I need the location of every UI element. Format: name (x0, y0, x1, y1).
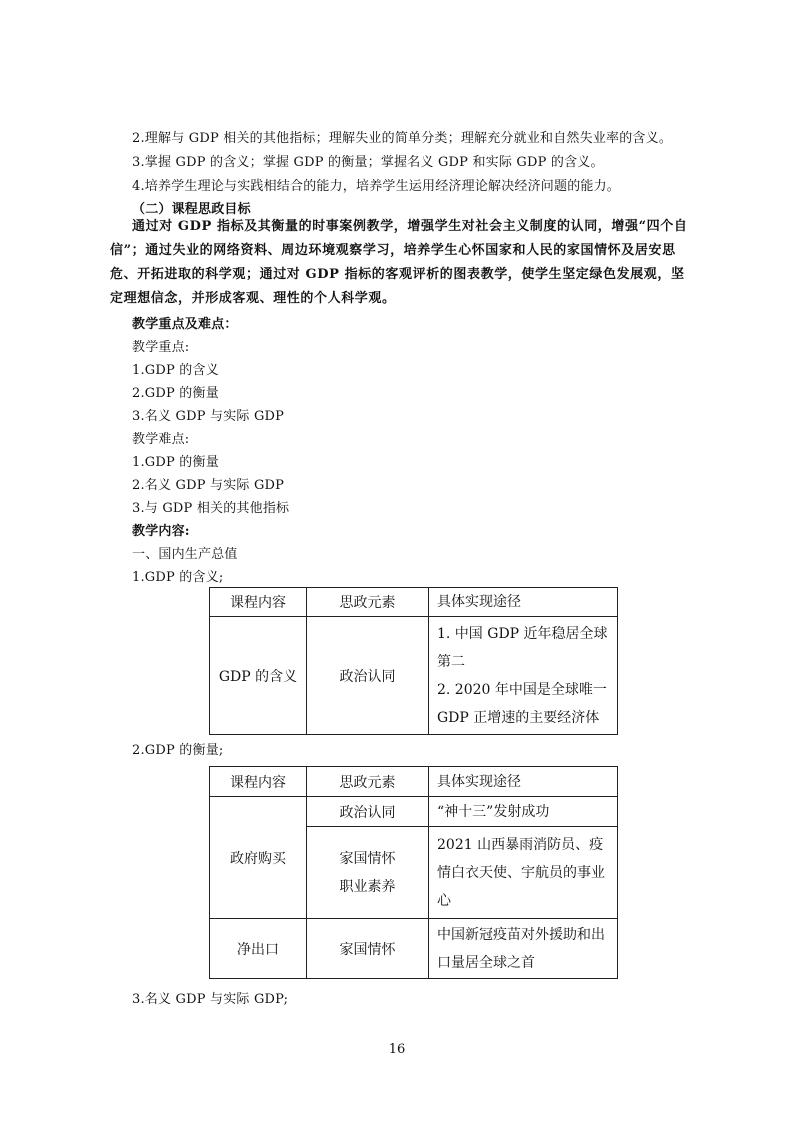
difficulty-item-1: 1.GDP 的衡量 (132, 455, 219, 470)
table-cell: 政治认同 (307, 617, 429, 735)
table-cell: 2021 山西暴雨消防员、疫情白衣天使、宇航员的事业心 (429, 827, 618, 919)
content-heading: 教学内容: (132, 524, 190, 539)
table-cell: 家国情怀 (307, 919, 429, 979)
gdp-meaning-table (209, 587, 618, 735)
table-header-cell: 具体实现途径 (429, 767, 618, 797)
focus-item-1: 1.GDP 的含义 (132, 363, 219, 378)
element-line: 职业素养 (339, 878, 396, 895)
page-number: 16 (388, 1042, 406, 1057)
table-header-cell: 课程内容 (210, 767, 307, 797)
table-cell: 中国新冠疫苗对外援助和出口量居全球之首 (429, 919, 618, 979)
table-cell: “神十三”发射成功 (429, 797, 618, 827)
table-header-cell: 具体实现途径 (429, 588, 618, 617)
ideological-paragraph: 通过对 GDP 指标及其衡量的时事案例教学，增强学生对社会主义制度的认同，增强“四个自信”；通过失业的网络资料、周边环境观察学习，培养学生心怀国家和人民的家国情怀及居安思危、开拓进取的科学观；通过对 GDP 指标的客观评析的图表教学，使学生坚定绿色发展观，坚定理想信念，并形成客观、理性的个人科学观。 (110, 219, 688, 306)
sub-nominal-real-gdp: 3.名义 GDP 与实际 GDP; (132, 992, 289, 1007)
difficulty-item-2: 2.名义 GDP 与实际 GDP (132, 478, 285, 493)
focus-label: 教学重点: (132, 340, 190, 355)
path-line: 2. 2020 年中国是全球唯一 GDP 正增速的主要经济体 (437, 681, 607, 726)
table-header-cell: 思政元素 (307, 767, 429, 797)
objective-line-4: 4.培养学生理论与实践相结合的能力，培养学生运用经济理论解决经济问题的能力。 (132, 179, 621, 194)
table-header-cell: 思政元素 (307, 588, 429, 617)
table-cell: 政府购买 (210, 797, 307, 919)
key-points-heading: 教学重点及难点： (132, 317, 238, 332)
gdp-measure-table (209, 766, 618, 979)
path-line: 1. 中国 GDP 近年稳居全球第二 (437, 625, 608, 670)
focus-item-3: 3.名义 GDP 与实际 GDP (132, 409, 285, 424)
sub-gdp-measure: 2.GDP 的衡量; (132, 743, 224, 758)
section-gdp: 一、国内生产总值 (132, 547, 238, 562)
focus-item-2: 2.GDP 的衡量 (132, 386, 219, 401)
table-cell: 政治认同 (307, 797, 429, 827)
ideological-heading: （二）课程思政目标 (132, 202, 251, 217)
element-line: 家国情怀 (339, 850, 396, 867)
table-header-cell: 课程内容 (210, 588, 307, 617)
table-cell: 净出口 (210, 919, 307, 979)
table-cell (429, 617, 618, 735)
difficulty-item-3: 3.与 GDP 相关的其他指标 (132, 501, 290, 516)
objective-line-2: 2.理解与 GDP 相关的其他指标；理解失业的简单分类；理解充分就业和自然失业率的含义。 (132, 131, 673, 146)
table-cell (307, 827, 429, 919)
objective-line-3: 3.掌握 GDP 的含义；掌握 GDP 的衡量；掌握名义 GDP 和实际 GDP 的含义。 (132, 155, 604, 170)
table-cell: GDP 的含义 (210, 617, 307, 735)
sub-gdp-meaning: 1.GDP 的含义; (132, 570, 224, 585)
difficulty-label: 教学难点: (132, 432, 190, 447)
